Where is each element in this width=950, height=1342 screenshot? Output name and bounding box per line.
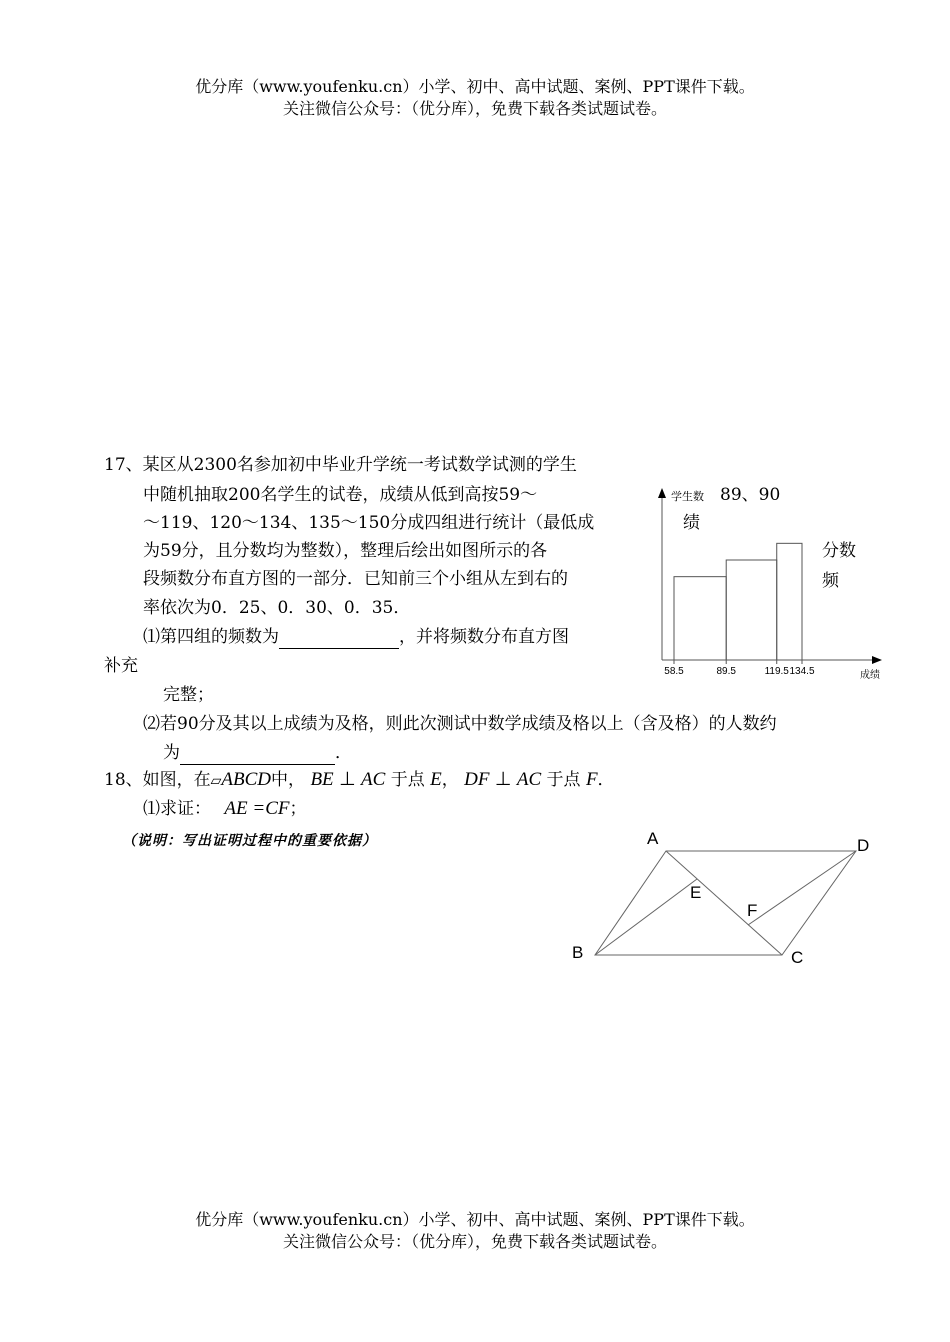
q18-foot-2: 于点 — [546, 770, 581, 790]
parallelogram-figure — [560, 820, 900, 970]
q17-part2-text-b: 为 — [163, 743, 180, 763]
y-axis-label: 学生数 — [671, 491, 704, 503]
q17-line-5: 段频数分布直方图的一部分．已知前三个小组从左到右的 — [143, 569, 568, 589]
q18-ac-2: AC — [516, 769, 542, 790]
q18-title — [104, 767, 615, 794]
q18-period: ． — [597, 770, 615, 790]
segment-df — [748, 851, 856, 925]
y-axis-arrow-icon — [658, 488, 666, 498]
q17-float-pin: 频 — [822, 571, 839, 591]
header-line-2: 关注微信公众号：（优分库），免费下载各类试题试卷。 — [282, 99, 667, 118]
q18-comma: ， — [441, 770, 459, 790]
q18-title-a: 18、如图，在 — [104, 770, 211, 790]
footer-line-2: 关注微信公众号：（优分库），免费下载各类试题试卷。 — [282, 1232, 667, 1251]
x-tick-label: 134.5 — [789, 666, 815, 677]
q17-float-89-90: 89、90 — [720, 485, 781, 505]
q17-part2: ⑵若90分及其以上成绩为及格，则此次测试中数学成绩及格以上（含及格）的人数约 — [143, 714, 777, 734]
q17-answer-blank-2[interactable] — [180, 742, 335, 765]
header-line-1: 优分库（www.youfenku.cn）小学、初中、高中试题、案例、PPT课件下载。 — [195, 77, 755, 96]
q18-title-b: 中， — [271, 770, 306, 790]
histogram-bar — [726, 560, 777, 660]
q17-part1 — [143, 626, 569, 649]
q18-f: F — [585, 769, 598, 790]
point-a-label: A — [647, 829, 659, 848]
point-f-label: F — [747, 901, 758, 920]
q17-float-ji: 绩 — [683, 513, 700, 533]
point-b-label: B — [572, 943, 584, 962]
point-c-label: C — [791, 948, 804, 967]
x-tick-label: 58.5 — [664, 666, 684, 677]
x-tick-label: 89.5 — [716, 666, 736, 677]
q18-perp-1: ⊥ — [339, 769, 356, 790]
q18-abcd: ABCD — [221, 769, 272, 790]
q17-part1-text-b: ，并将频数分布直方图 — [399, 627, 569, 647]
q17-part1-text-a: ⑴第四组的频数为 — [143, 627, 279, 647]
q18-note: （说明：写出证明过程中的重要依据） — [122, 833, 377, 849]
x-axis-arrow-icon — [872, 656, 882, 664]
q17-line-4: 为59分，且分数均为整数），整理后绘出如图所示的各 — [143, 541, 548, 561]
q17-line-6: 率依次为0．25、0．30、0．35． — [143, 598, 411, 618]
q17-line-3: ～119、120～134、135～150分成四组进行统计（最低成 — [143, 513, 595, 533]
q18-semicolon: ； — [289, 799, 307, 819]
parallelogram-icon: ▱ — [210, 773, 222, 789]
q18-foot-1: 于点 — [390, 770, 425, 790]
q17-line-2: 中随机抽取200名学生的试卷，成绩从低到高按59～ — [143, 485, 538, 505]
q17-part1-end: 完整； — [163, 685, 214, 705]
q17-part2-text-c: ． — [335, 743, 352, 763]
q18-perp-2: ⊥ — [494, 769, 512, 790]
diagonal-ac — [666, 851, 782, 955]
point-d-label: D — [857, 836, 870, 855]
q18-e: E — [430, 769, 442, 790]
q17-line-1: 17、某区从2300名参加初中毕业升学统一考试数学试测的学生 — [104, 455, 577, 475]
q18-part1 — [143, 797, 306, 821]
q17-answer-blank-1[interactable] — [279, 626, 399, 649]
q17-float-fenshu: 分数 — [822, 541, 856, 561]
histogram-bar — [674, 577, 726, 660]
q17-part2-answer-line — [163, 742, 352, 765]
parallelogram-abcd — [595, 851, 856, 955]
q18-be: BE — [310, 769, 334, 790]
footer-line-1: 优分库（www.youfenku.cn）小学、初中、高中试题、案例、PPT课件下载。 — [195, 1210, 755, 1229]
frequency-histogram — [652, 482, 892, 682]
q18-df: DF — [464, 769, 490, 790]
q18-prove-label: ⑴求证： — [143, 799, 211, 819]
x-tick-label: 119.5 — [764, 666, 789, 677]
q18-ac-1: AC — [361, 769, 386, 790]
q17-part1-continued: 补充 — [104, 656, 138, 676]
point-e-label: E — [690, 883, 702, 902]
histogram-bar — [777, 543, 802, 660]
segment-be — [595, 879, 697, 955]
x-axis-label: 成绩 — [860, 670, 880, 681]
q18-prove-eq: AE =CF — [224, 798, 290, 819]
